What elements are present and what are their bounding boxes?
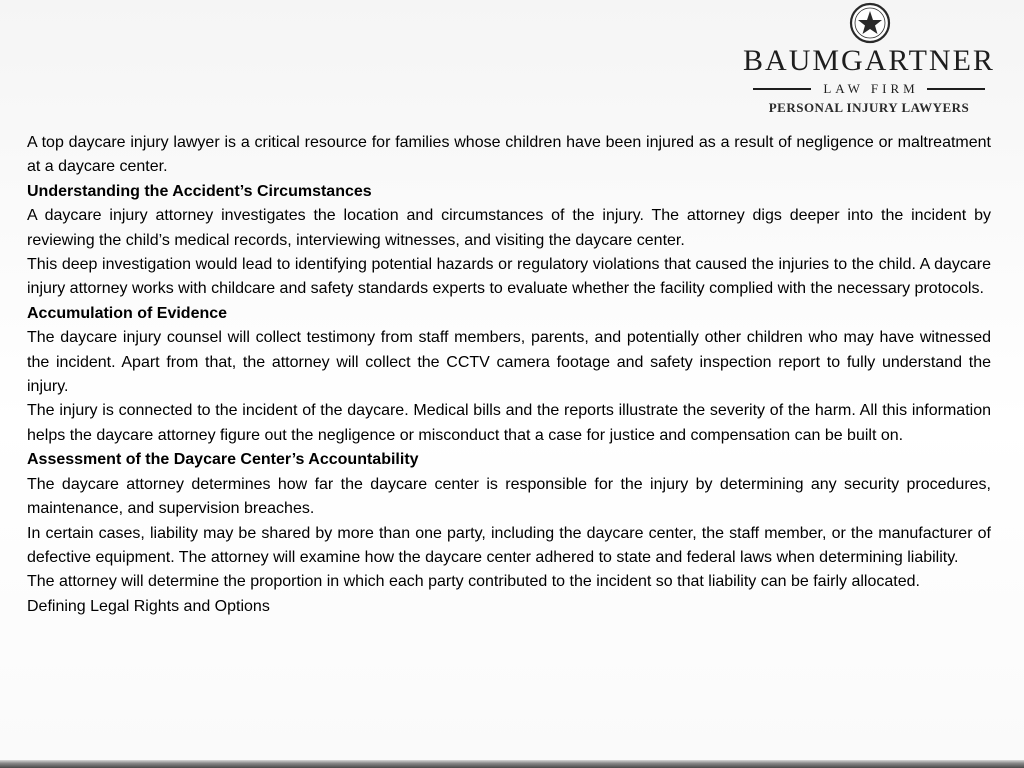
heading-circumstances: Understanding the Accident’s Circumstances bbox=[27, 182, 372, 200]
paragraph-testimony: The daycare injury counsel will collect testimony from staff members, parents, and potentially other children who may have witnessed the incident. Apart from that, the attorney will collect the CCTV camera footage and safety inspection report to fully understand the injury. bbox=[27, 329, 991, 396]
intro-paragraph: A top daycare injury lawyer is a critical resource for families whose children have been injured as a result of negligence or maltreatment at a daycare center. bbox=[27, 134, 991, 176]
paragraph-shared-liability: In certain cases, liability may be shared by more than one party, including the daycare center, the staff member, or the manufacturer of defective equipment. The attorney will examine how the daycare center adhered to state and federal laws when determining liability. bbox=[27, 524, 991, 566]
paragraph-legal-rights: Defining Legal Rights and Options bbox=[27, 597, 270, 615]
heading-evidence: Accumulation of Evidence bbox=[27, 304, 228, 322]
paragraph-responsibility: The daycare attorney determines how far the daycare center is responsible for the injury by determining any security procedures, maintenance, and supervision breaches. bbox=[27, 475, 991, 518]
article-body bbox=[27, 131, 991, 619]
star-seal-icon bbox=[849, 2, 891, 44]
logo-rule-left bbox=[753, 88, 811, 90]
logo-firm-name: BAUMGARTNER bbox=[743, 44, 995, 77]
footer-bar bbox=[0, 760, 1024, 768]
paragraph-injury-connection: The injury is connected to the incident of the daycare. Medical bills and the reports illustrate the severity of the harm. All this information helps the daycare attorney figure out the negligence or misconduct that a case for justice and compensation can be built on. bbox=[27, 402, 991, 444]
logo-tagline: PERSONAL INJURY LAWYERS bbox=[768, 100, 970, 115]
law-firm-logo bbox=[724, 2, 1014, 120]
heading-accountability: Assessment of the Daycare Center’s Accountability bbox=[27, 451, 419, 469]
logo-subline bbox=[724, 80, 1014, 98]
paragraph-proportion: The attorney will determine the proportion in which each party contributed to the incident so that liability can be fairly allocated. bbox=[27, 573, 920, 591]
paragraph-deep-investigation: This deep investigation would lead to identifying potential hazards or regulatory violations that caused the injuries to the child. A daycare injury attorney works with childcare and safety standards experts to evaluate whether the facility complied with the necessary protocols. bbox=[27, 256, 991, 298]
logo-subline-text: LAW FIRM bbox=[823, 81, 919, 96]
logo-rule-right bbox=[927, 88, 985, 90]
paragraph-investigation: A daycare injury attorney investigates the location and circumstances of the injury. The attorney digs deeper into the incident by reviewing the child’s medical records, interviewing witnesses, and visiting the daycare center. bbox=[27, 207, 991, 249]
